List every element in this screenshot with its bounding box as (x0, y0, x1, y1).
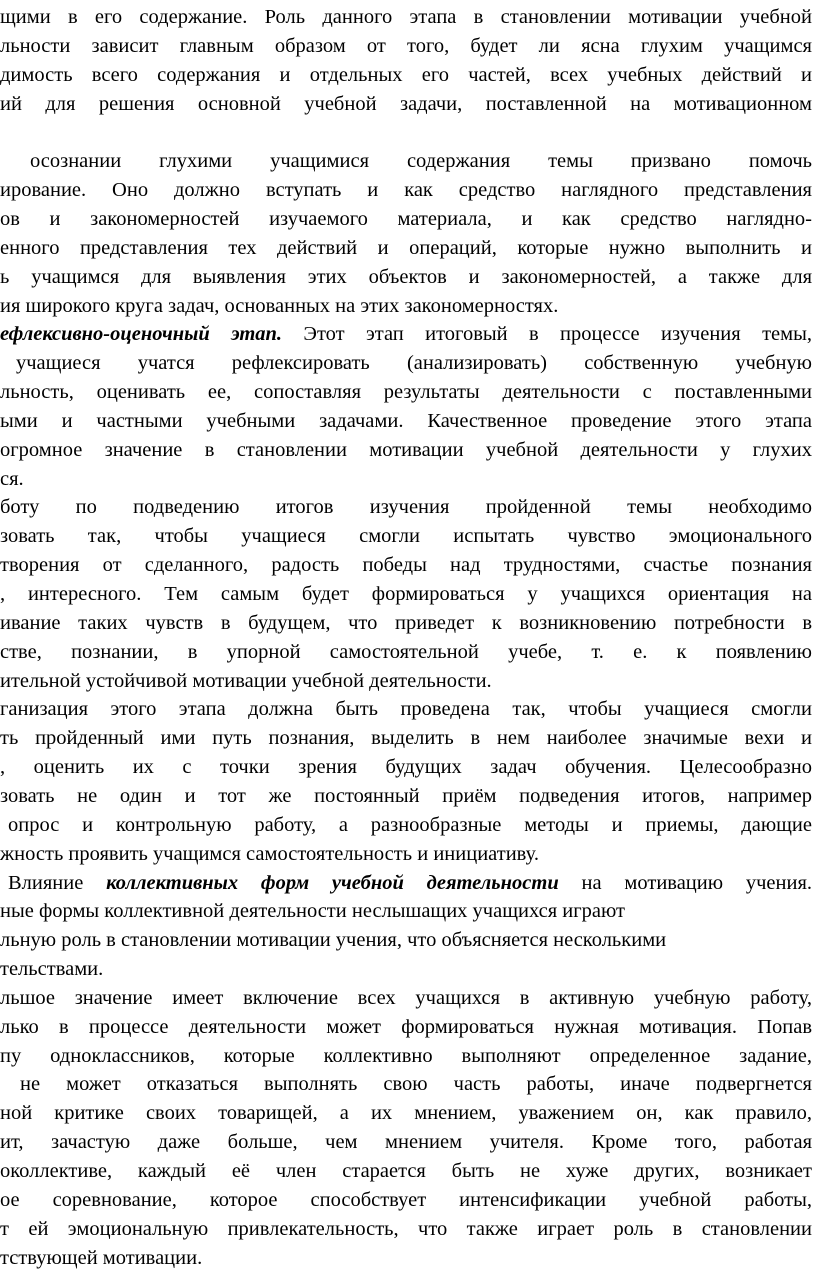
body-text: лько в процессе деятельности может формироваться нужная мотивация. Попав (0, 1015, 812, 1038)
body-text: ся. (0, 467, 24, 490)
body-text: ительной устойчивой мотивации учебной деятельности. (0, 669, 492, 692)
text-line (0, 175, 812, 205)
body-text: зовать так, чтобы учащиеся смогли испытать чувство эмоционального (0, 525, 812, 548)
body-text: учащиеся учатся рефлексировать (анализировать) собственную учебную (16, 352, 812, 375)
body-text: льшое значение имеет включение всех учащихся в активную учебную работу, (0, 986, 812, 1009)
text-line (0, 406, 812, 436)
body-text: Этот этап итоговый в процессе изучения темы, (282, 323, 812, 346)
body-text: осознании глухими учащимися содержания темы призвано помочь (30, 150, 812, 173)
body-text: тельствами. (0, 958, 104, 981)
text-line (30, 146, 812, 176)
text-line (0, 204, 812, 234)
body-text: льности зависит главным образом от того, будет ли ясна глухим учащимся (0, 34, 812, 57)
body-text: ит, зачастую даже больше, чем мнением учителя. Кроме того, работая (0, 1131, 812, 1154)
text-line (0, 839, 812, 869)
text-line (0, 2, 812, 32)
body-text: околлективе, каждый её член старается быть не хуже других, возникает (0, 1160, 812, 1182)
text-line (8, 868, 812, 898)
text-line (0, 435, 812, 465)
body-text: ов и закономерностей изучаемого материала, и как средство наглядно- (0, 207, 812, 230)
body-text: енного представления тех действий и операций, которые нужно выполнить и (0, 236, 812, 259)
text-line (0, 262, 812, 292)
text-line (0, 666, 812, 696)
text-line (0, 233, 812, 263)
text-line (0, 1243, 812, 1273)
text-line (0, 464, 812, 494)
text-line (0, 117, 812, 147)
text-line (0, 319, 812, 349)
text-line (0, 637, 812, 667)
body-text: творения от сделанного, радость победы над трудностями, счастье познания (0, 554, 812, 577)
text-line (0, 983, 812, 1013)
text-line (0, 1012, 812, 1042)
body-text: зовать не один и тот же постоянный приём подведения итогов, например (0, 784, 812, 807)
body-text: ной критике своих товарищей, а их мнением, уважением он, как правило, (0, 1102, 812, 1125)
text-line (0, 89, 812, 119)
body-text: ивание таких чувств в будущем, что приведет к возникновению потребности в (0, 611, 812, 634)
text-line (0, 377, 812, 407)
text-line (0, 579, 812, 609)
body-text: ыми и частными учебными задачами. Качественное проведение этого этапа (0, 409, 812, 432)
body-text: , интересного. Тем самым будет формироваться у учащихся ориентация на (0, 583, 812, 605)
body-text: на мотивацию учения. (558, 871, 813, 894)
text-line (0, 492, 812, 522)
text-line (0, 608, 812, 638)
body-text: ия широкого круга задач, основанных на этих закономерностях. (0, 294, 559, 317)
body-text: боту по подведению итогов изучения пройденной темы необходимо (0, 496, 812, 519)
body-text: опрос и контрольную работу, а разнообразные методы и приемы, дающие (8, 813, 812, 836)
body-text: жность проявить учащимся самостоятельность и инициативу. (0, 842, 539, 865)
body-text: ирование. Оно должно вступать и как средство наглядного представления (0, 179, 812, 202)
body-text: ные формы коллективной деятельности неслышащих учащихся играют (0, 900, 626, 923)
text-line (0, 1098, 812, 1128)
text-line (0, 1185, 812, 1215)
text-line (0, 781, 812, 811)
text-line (0, 1214, 812, 1244)
emphasis-text: коллективных форм учебной деятельности (106, 871, 559, 894)
body-text: стве, познании, в упорной самостоятельной учебе, т. е. к появлению (0, 640, 812, 663)
body-text: ое соревнование, которое способствует интенсификации учебной работы, (0, 1188, 812, 1211)
body-text: льную роль в становлении мотивации учения, что объясняется несколькими (0, 929, 667, 952)
body-text: ть пройденный ими путь познания, выделить в нем наиболее значимые вехи и (0, 727, 812, 750)
body-text: пу одноклассников, которые коллективно выполняют определенное задание, (0, 1044, 812, 1067)
body-text: не может отказаться выполнять свою часть работы, иначе подвергнется (20, 1073, 812, 1096)
text-line (0, 752, 812, 782)
text-line (0, 925, 812, 955)
text-line (0, 1041, 812, 1071)
text-line (0, 896, 812, 926)
body-text: ь учащимся для выявления этих объектов и закономерностей, а также для (0, 265, 812, 288)
text-line (0, 1156, 812, 1186)
body-text: ганизация этого этапа должна быть проведена так, чтобы учащиеся смогли (0, 698, 812, 721)
text-line (0, 60, 812, 90)
text-line (0, 1127, 812, 1157)
body-text: тствующей мотивации. (0, 1246, 203, 1269)
emphasis-text: ефлексивно-оценочный этап. (0, 323, 283, 346)
body-text: Влияние (8, 871, 107, 894)
text-line (8, 810, 812, 840)
text-line (0, 291, 812, 321)
text-line (20, 1069, 812, 1099)
text-line (0, 550, 812, 580)
text-line (0, 954, 812, 984)
body-text: огромное значение в становлении мотивации учебной деятельности у глухих (0, 438, 812, 461)
body-text: димость всего содержания и отдельных его частей, всех учебных действий и (0, 63, 812, 86)
text-line (0, 723, 812, 753)
body-text: льность, оценивать ее, сопоставляя результаты деятельности с поставленными (0, 381, 812, 404)
text-line (0, 31, 812, 61)
body-text: , оценить их с точки зрения будущих задач обучения. Целесообразно (0, 756, 812, 779)
text-line (0, 521, 812, 551)
body-text: ий для решения основной учебной задачи, поставленной на мотивационном (0, 92, 812, 115)
text-line (16, 348, 812, 378)
body-text: щими в его содержание. Роль данного этапа в становлении мотивации учебной (0, 6, 812, 28)
text-line (0, 694, 812, 724)
body-text: т ей эмоциональную привлекательность, что также играет роль в становлении (0, 1217, 812, 1240)
